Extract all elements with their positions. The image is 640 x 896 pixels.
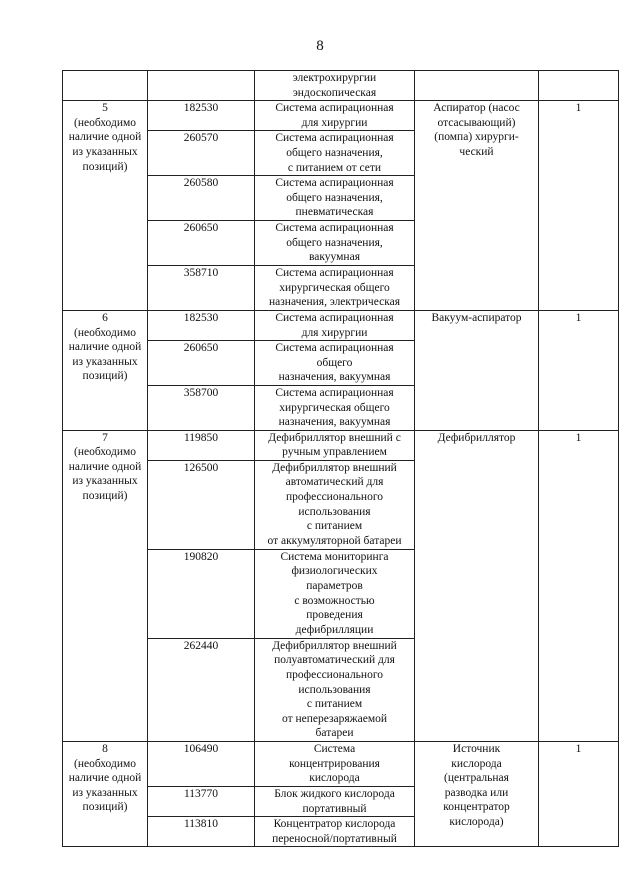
code-cell: 190820	[148, 549, 255, 638]
position-number: 6	[102, 311, 108, 324]
position-cell	[63, 310, 148, 430]
position-number: 7	[102, 431, 108, 444]
device-name-cell: Блок жидкого кислорода портативный	[255, 787, 415, 817]
quantity-cell	[539, 71, 619, 101]
code-cell: 260650	[148, 221, 255, 266]
device-name-cell: Система аспирационная общего назначения, вакуумная	[255, 221, 415, 266]
code-cell: 126500	[148, 460, 255, 549]
quantity-cell: 1	[539, 310, 619, 430]
device-name-cell: Дефибриллятор внешний автоматический для профессионального использования с питанием от аккумуляторной батареи	[255, 460, 415, 549]
code-cell: 262440	[148, 638, 255, 741]
device-name-cell: электрохирургии эндоскопическая	[255, 71, 415, 101]
quantity-cell: 1	[539, 430, 619, 741]
device-name-cell: Система аспирационная общего назначения, вакуумная	[255, 341, 415, 386]
device-name-cell: Система мониторинга физиологических параметров с возможностью проведения дефибрилляции	[255, 549, 415, 638]
table-row	[63, 742, 619, 787]
quantity-cell: 1	[539, 101, 619, 311]
code-cell	[148, 71, 255, 101]
table-row	[63, 101, 619, 131]
code-cell: 358700	[148, 385, 255, 430]
position-number: 8	[102, 743, 108, 756]
continuation-row	[63, 71, 619, 101]
device-name-cell: Концентратор кислорода переносной/портативный	[255, 817, 415, 847]
device-name-cell: Дефибриллятор внешний с ручным управлением	[255, 430, 415, 460]
table-row	[63, 430, 619, 460]
code-cell: 113770	[148, 787, 255, 817]
code-cell: 106490	[148, 742, 255, 787]
device-name-cell: Система аспирационная для хирургии	[255, 101, 415, 131]
code-cell: 182530	[148, 101, 255, 131]
position-condition: (необходимо наличие одной из указанных позиций)	[68, 446, 142, 503]
position-condition: (необходимо наличие одной из указанных позиций)	[68, 116, 142, 173]
device-name-cell: Дефибриллятор внешний полуавтоматический для профессионального использования с питанием от неперезаряжаемой батареи	[255, 638, 415, 741]
equipment-cell	[415, 71, 539, 101]
code-cell: 119850	[148, 430, 255, 460]
device-name-cell: Система аспирационная хирургическая общего назначения, вакуумная	[255, 385, 415, 430]
code-cell: 260580	[148, 176, 255, 221]
equipment-cell: Дефибриллятор	[415, 430, 539, 741]
position-condition: (необходимо наличие одной из указанных позиций)	[68, 326, 142, 383]
page-number: 8	[316, 38, 324, 54]
position-cell	[63, 71, 148, 101]
code-cell: 113810	[148, 817, 255, 847]
device-name-cell: Система аспирационная хирургическая общего назначения, электрическая	[255, 266, 415, 311]
device-name-cell: Система аспирационная общего назначения, с питанием от сети	[255, 131, 415, 176]
position-number: 5	[102, 102, 108, 115]
position-cell	[63, 742, 148, 847]
position-cell	[63, 101, 148, 311]
equipment-table	[62, 70, 619, 847]
code-cell: 260650	[148, 341, 255, 386]
device-name-cell: Система аспирационная для хирургии	[255, 310, 415, 340]
table-row	[63, 310, 619, 340]
position-cell	[63, 430, 148, 741]
equipment-cell: Аспиратор (насос отсасывающий) (помпа) хирурги- ческий	[415, 101, 539, 311]
position-condition: (необходимо наличие одной из указанных позиций)	[68, 757, 142, 814]
device-name-cell: Система аспирационная общего назначения, пневматическая	[255, 176, 415, 221]
equipment-cell: Вакуум-аспиратор	[415, 310, 539, 430]
code-cell: 182530	[148, 310, 255, 340]
code-cell: 260570	[148, 131, 255, 176]
code-cell: 358710	[148, 266, 255, 311]
device-name-cell: Система концентрирования кислорода	[255, 742, 415, 787]
quantity-cell: 1	[539, 742, 619, 847]
equipment-cell: Источник кислорода (центральная разводка или концентратор кислорода)	[415, 742, 539, 847]
